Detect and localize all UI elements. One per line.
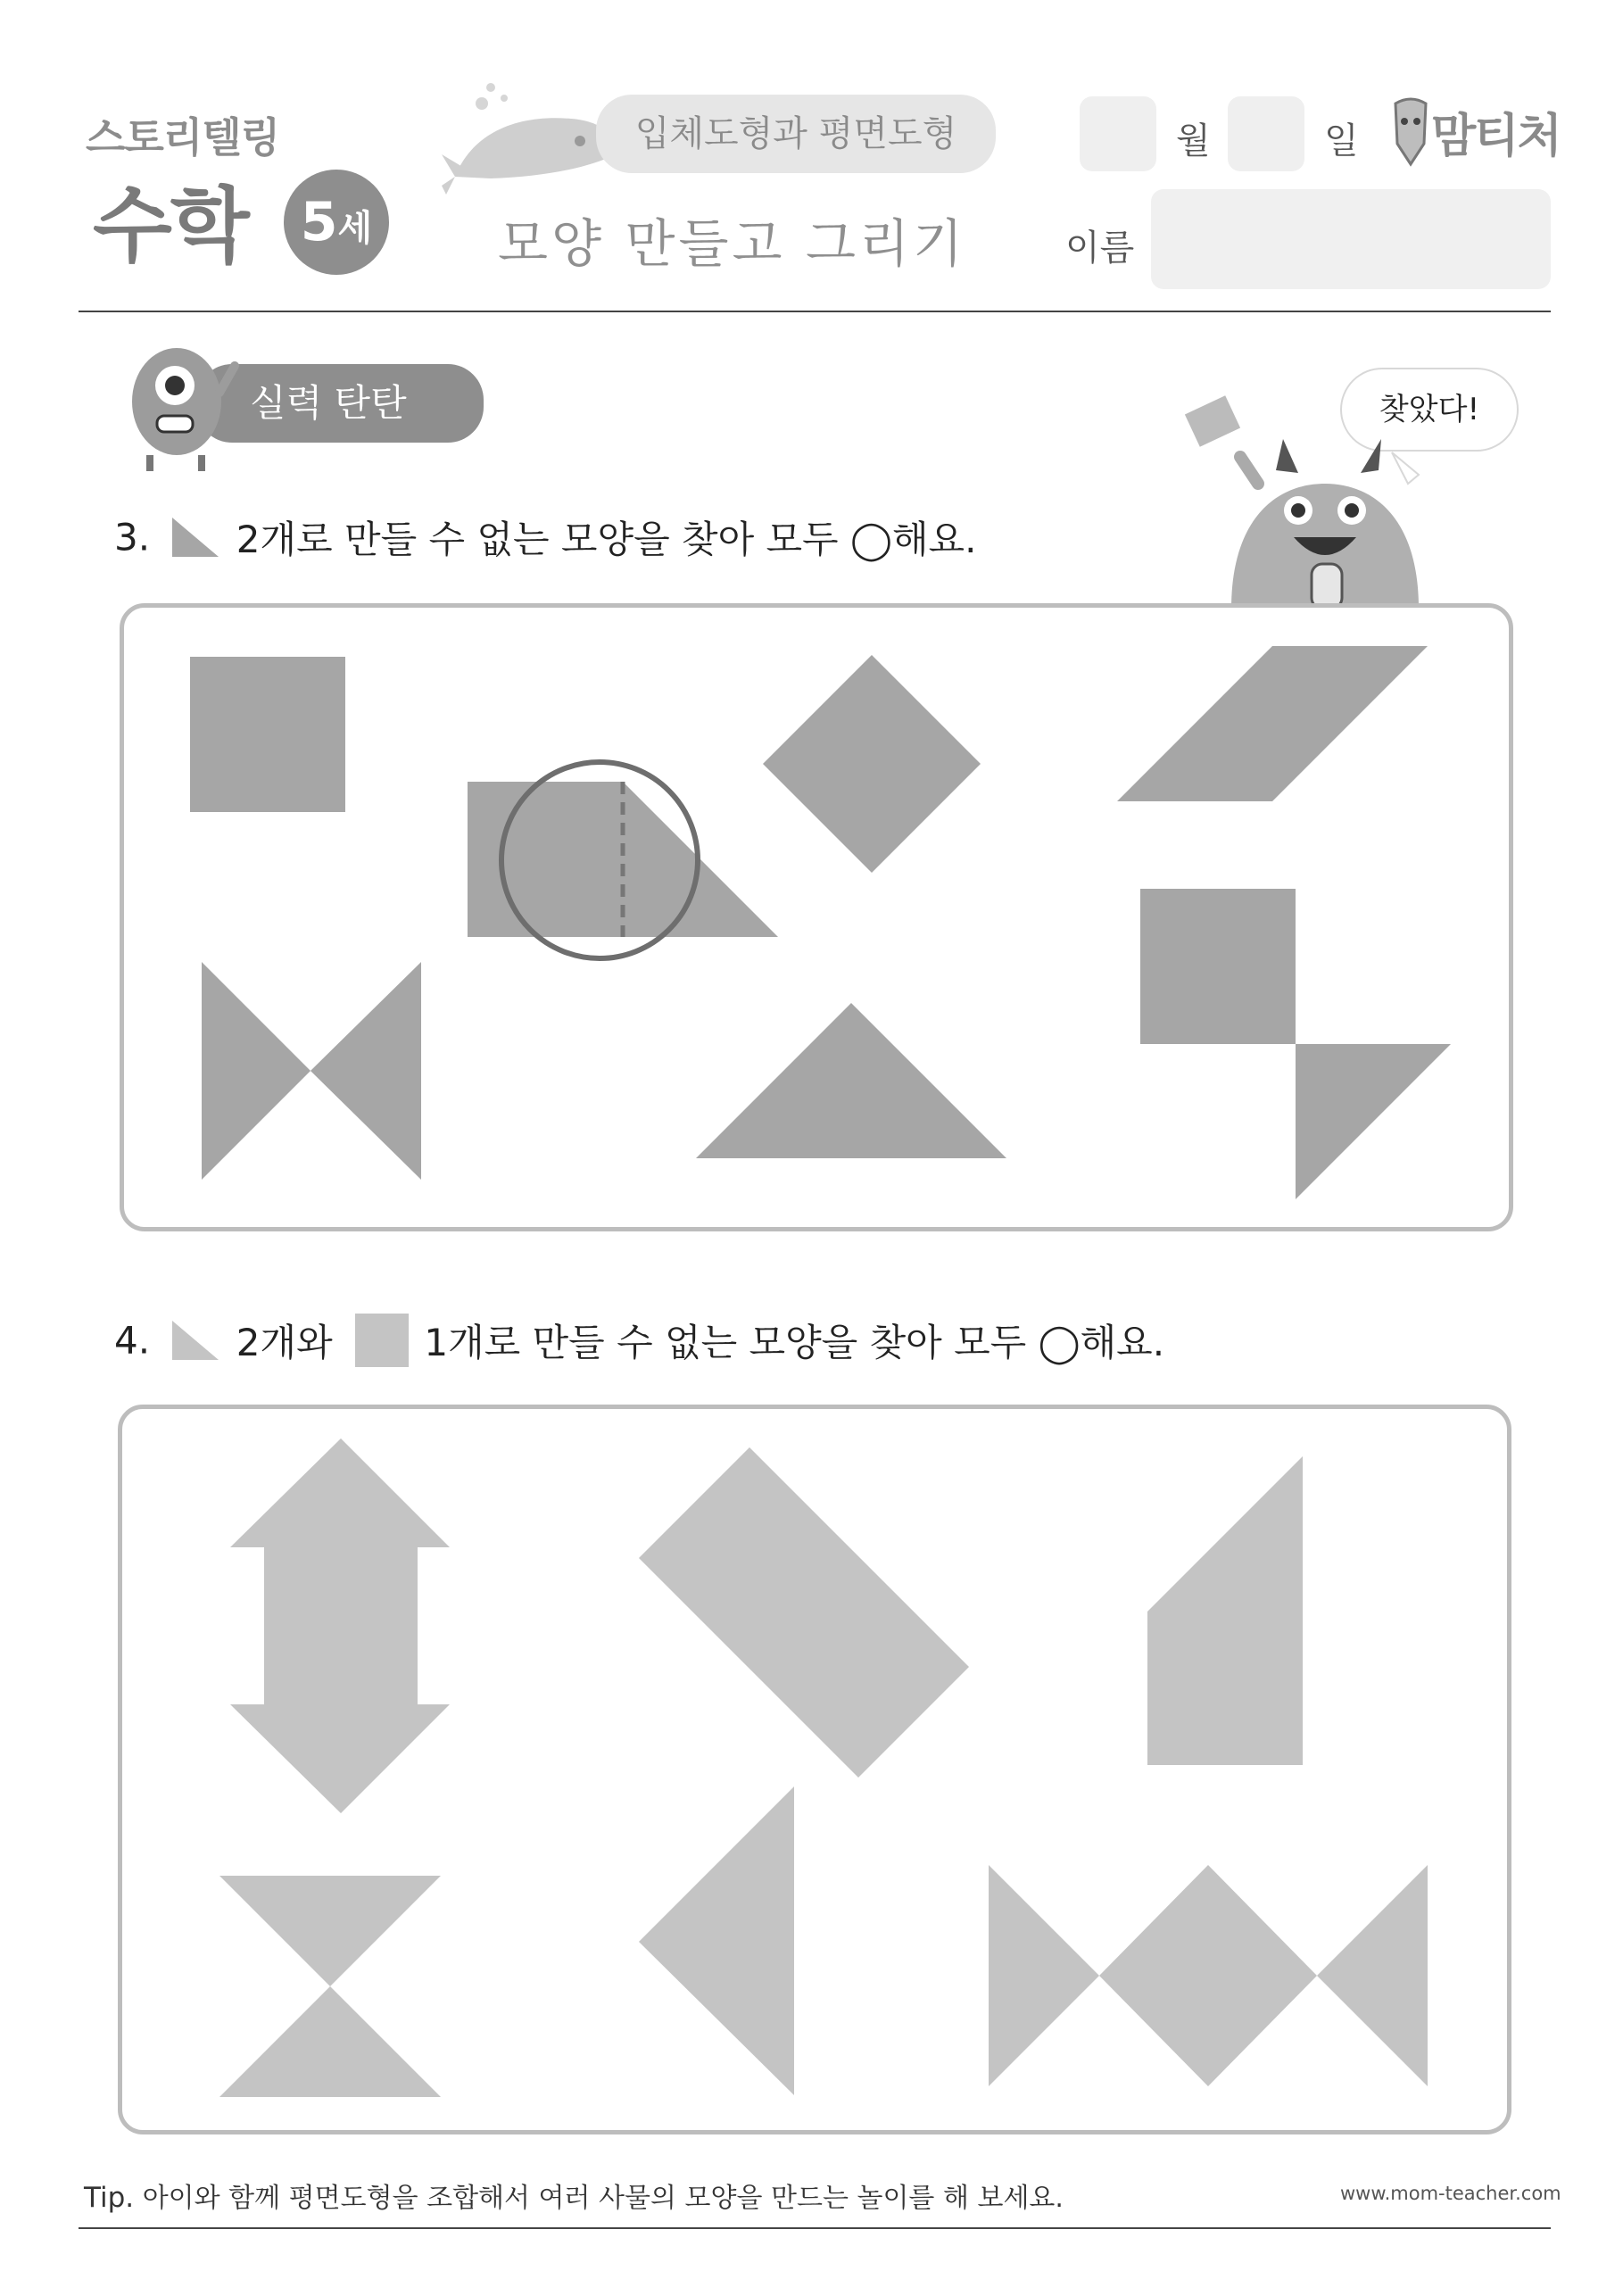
footer-divider [79, 2227, 1551, 2229]
q4-rotated-rectangle-shape[interactable] [639, 1447, 969, 1778]
footer-site-url[interactable]: www.mom-teacher.com [1340, 2183, 1561, 2204]
brand-logo: 맘티처 [1431, 110, 1561, 163]
question4-text-part1: 2개와 [236, 1321, 333, 1364]
question3-number: 3. [114, 515, 151, 559]
footer-tip [84, 2176, 1064, 2215]
tip-text: 아이와 함께 평면도형을 조합해서 여러 사물의 모양을 만드는 놀이를 해 보세요. [142, 2183, 1064, 2214]
speech-bubble: 찾았다! [1340, 368, 1519, 452]
question4-number: 4. [114, 1318, 151, 1363]
q4-bowtie-left-triangle[interactable] [989, 1865, 1099, 2086]
q4-bowtie-right-triangle[interactable] [1317, 1865, 1428, 2086]
topic-pill: 입체도형과 평면도형 [596, 95, 996, 173]
name-label: 이름 [1065, 228, 1135, 269]
question4-text-part2: 1개로 만들 수 없는 모양을 찾아 모두 ◯해요. [424, 1321, 1165, 1364]
q4-hourglass-bottom-triangle[interactable] [219, 1986, 441, 2097]
lesson-title: 모양 만들고 그리기 [498, 213, 967, 274]
q4-house-pentagon-shape[interactable] [1147, 1456, 1303, 1765]
tip-prefix: Tip. [84, 2182, 135, 2214]
q4-double-arrow-shape[interactable] [230, 1438, 450, 1813]
q4-arrowhead-triangle-shape[interactable] [639, 1786, 794, 2095]
age-unit: 세 [337, 208, 373, 249]
series-title-line1: 스토리텔링 [86, 113, 280, 162]
day-label: 일 [1324, 120, 1359, 162]
q4-hourglass-top-triangle[interactable] [219, 1876, 441, 1986]
section-badge-label: 실력 탄탄 [250, 381, 407, 425]
question3-text: 2개로 만들 수 없는 모양을 찾아 모두 ◯해요. [236, 518, 977, 561]
month-label: 월 [1176, 120, 1211, 162]
age-number: 5 [300, 191, 338, 253]
series-title-line2: 수학 [93, 178, 248, 274]
q4-bowtie-center-diamond[interactable] [1099, 1865, 1317, 2086]
